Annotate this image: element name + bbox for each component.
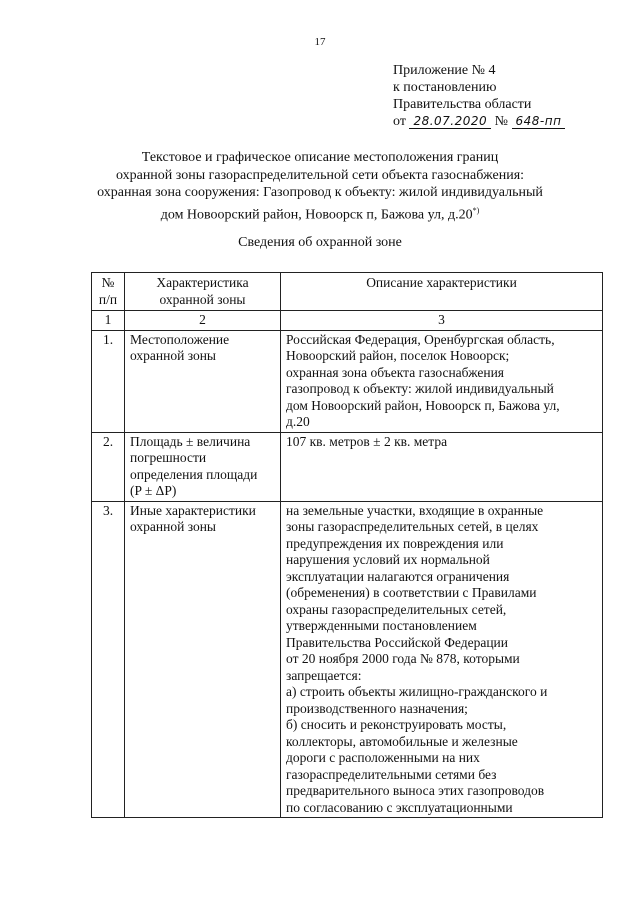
column-number-3: 3 xyxy=(281,311,603,331)
date-prefix: от xyxy=(393,114,406,129)
header-characteristic: Характеристика охранной зоны xyxy=(125,273,281,311)
row-description: на земельные участки, входящие в охранные зоны газораспределительных сетей, в целях предупреждения их повреждения или нарушения условий их нормальной эксплуатации налагаются ограничения (обременения) в соответствии с Правилами охраны газораспределительных сетей, утвержденными постановлением Правительства Российской Федерации от 20 ноября 2000 года № 878, которыми запрещается: а) строить объекты жилищно-гражданского и производственного назначения; б) сносить и реконструировать мосты, коллекторы, автомобильные и железные дороги с расположенными на них газораспределительными сетями без предварительного выноса этих газопроводов по согласованию с эксплуатационными xyxy=(281,501,603,818)
appendix-date-line xyxy=(393,113,565,130)
appendix-line-3: Правительства области xyxy=(393,97,532,112)
column-number-1: 1 xyxy=(92,311,125,331)
footnote-mark: *) xyxy=(472,205,480,215)
title-line-1: Текстовое и графическое описание местоположения границ xyxy=(141,150,499,165)
table-row xyxy=(92,432,603,501)
row-description: Российская Федерация, Оренбургская область, Новоорский район, поселок Новоорск; охранная зона объекта газоснабжения газопровод к объекту: жилой индивидуальный дом Новоорский район, Новоорск п, Бажова ул, д.20 xyxy=(281,330,603,432)
table-row xyxy=(92,501,603,818)
row-characteristic: Иные характеристики охранной зоны xyxy=(125,501,281,818)
title-line-4 xyxy=(40,202,600,224)
header-description: Описание характеристики xyxy=(281,273,603,311)
row-number: 2. xyxy=(92,432,125,501)
row-description: 107 кв. метров ± 2 кв. метра xyxy=(281,432,603,501)
row-characteristic: Площадь ± величина погрешности определения площади (P ± ΔP) xyxy=(125,432,281,501)
section-subtitle: Сведения об охранной зоне xyxy=(238,235,402,250)
appendix-line-1: Приложение № 4 xyxy=(393,63,496,78)
table-header-row xyxy=(92,273,603,311)
column-numbers-row xyxy=(92,311,603,331)
appendix-block xyxy=(393,62,565,130)
zone-info-table xyxy=(91,272,603,818)
number-prefix: № xyxy=(494,114,509,129)
row-number: 3. xyxy=(92,501,125,818)
title-line-3: охранная зона сооружения: Газопровод к объекту: жилой индивидуальный xyxy=(97,185,543,200)
date-value: 28.07.2020 xyxy=(409,115,491,129)
table-row xyxy=(92,330,603,432)
row-number: 1. xyxy=(92,330,125,432)
appendix-line-2: к постановлению xyxy=(393,80,497,95)
row-characteristic: Местоположение охранной зоны xyxy=(125,330,281,432)
page-number: 17 xyxy=(314,36,326,48)
header-number: № п/п xyxy=(92,273,125,311)
title-line-4-text: дом Новоорский район, Новоорск п, Бажова ул, д.20 xyxy=(160,207,473,223)
document-title xyxy=(40,149,600,224)
title-line-2: охранной зоны газораспределительной сети объекта газоснабжения: xyxy=(115,167,525,183)
number-value: 648-пп xyxy=(512,115,566,129)
column-number-2: 2 xyxy=(125,311,281,331)
